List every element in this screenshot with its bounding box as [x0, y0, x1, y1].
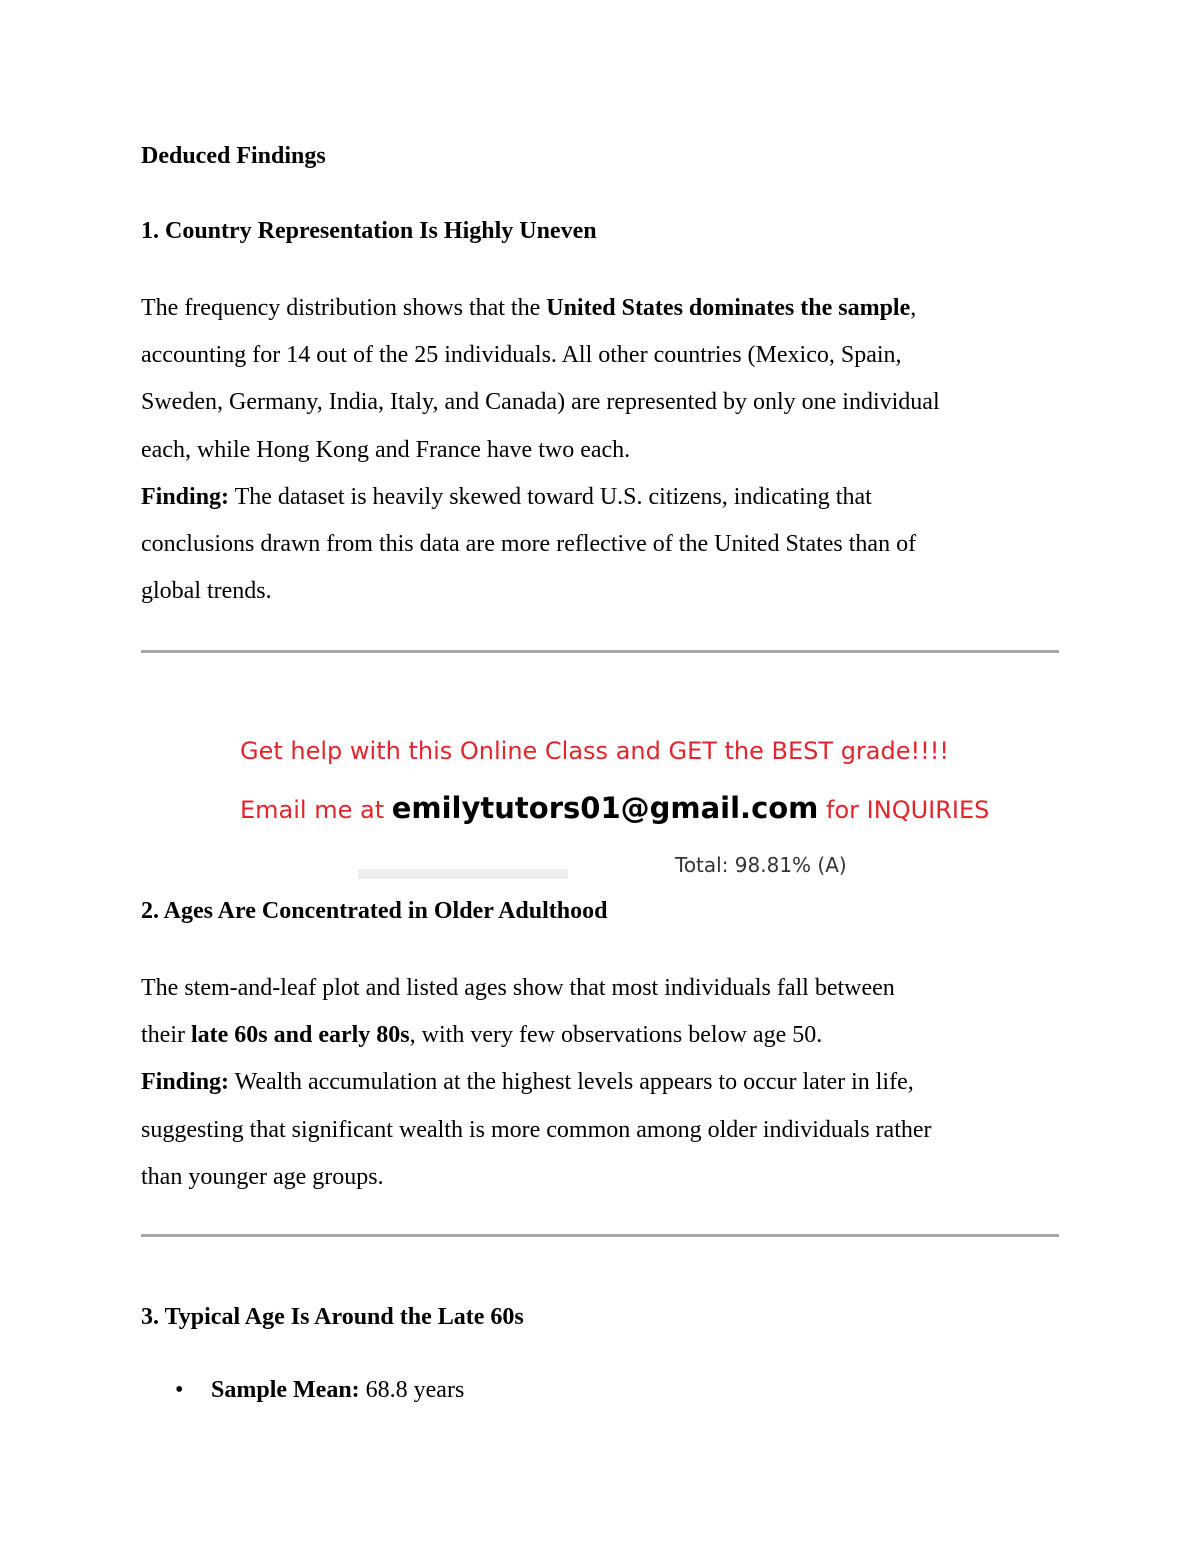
section-divider: [141, 1234, 1059, 1237]
section-divider: [141, 650, 1059, 653]
stat-label: Sample Mean:: [211, 1377, 360, 1403]
list-item: [141, 1377, 464, 1404]
section-2-heading: 2. Ages Are Concentrated in Older Adulthood: [141, 898, 608, 924]
paragraph-line: accounting for 14 out of the 25 individuals. All other countries (Mexico, Spain,: [141, 342, 902, 369]
promo-contact-line: Email me at emilytutors01@gmail.com for INQUIRIES: [240, 791, 990, 825]
promo-total-grade: Total: 98.81% (A): [675, 853, 847, 877]
paragraph-line: each, while Hong Kong and France have two each.: [141, 436, 631, 463]
paragraph-line: conclusions drawn from this data are more reflective of the United States than of: [141, 531, 917, 558]
emphasis-text: United States dominates the sample: [546, 295, 911, 321]
finding-label: Finding:: [141, 483, 230, 510]
paragraph-line: global trends.: [141, 578, 272, 605]
finding-line: Finding: The dataset is heavily skewed toward U.S. citizens, indicating that: [141, 483, 872, 510]
emphasis-text: late 60s and early 80s: [190, 1022, 410, 1049]
promo-email-link[interactable]: emilytutors01@gmail.com: [391, 791, 819, 825]
document-title: Deduced Findings: [141, 143, 326, 169]
stat-value: 68.8 years: [359, 1377, 465, 1403]
finding-label: Finding:: [141, 1069, 230, 1096]
paragraph-line: than younger age groups.: [141, 1163, 384, 1190]
section-1-paragraph: [141, 285, 1066, 615]
bullet-icon: •: [175, 1377, 184, 1403]
promo-headline: Get help with this Online Class and GET the BEST grade!!!!: [240, 737, 949, 765]
section-3-heading: 3. Typical Age Is Around the Late 60s: [141, 1304, 524, 1330]
section-1-heading: 1. Country Representation Is Highly Uneven: [141, 218, 597, 244]
paragraph-line: suggesting that significant wealth is more common among older individuals rather: [141, 1116, 932, 1143]
section-2-paragraph: [141, 965, 1066, 1201]
promo-grade-bar: [358, 869, 568, 879]
paragraph-line: The frequency distribution shows that the United States dominates the sample,: [141, 295, 917, 321]
statistics-list: [141, 1377, 464, 1404]
paragraph-line: The stem-and-leaf plot and listed ages show that most individuals fall between: [141, 975, 895, 1001]
paragraph-line: Sweden, Germany, India, Italy, and Canada) are represented by only one individual: [141, 389, 940, 416]
finding-line: Finding: Wealth accumulation at the highest levels appears to occur later in life,: [141, 1069, 914, 1096]
paragraph-line: their late 60s and early 80s, with very few observations below age 50.: [141, 1022, 823, 1049]
